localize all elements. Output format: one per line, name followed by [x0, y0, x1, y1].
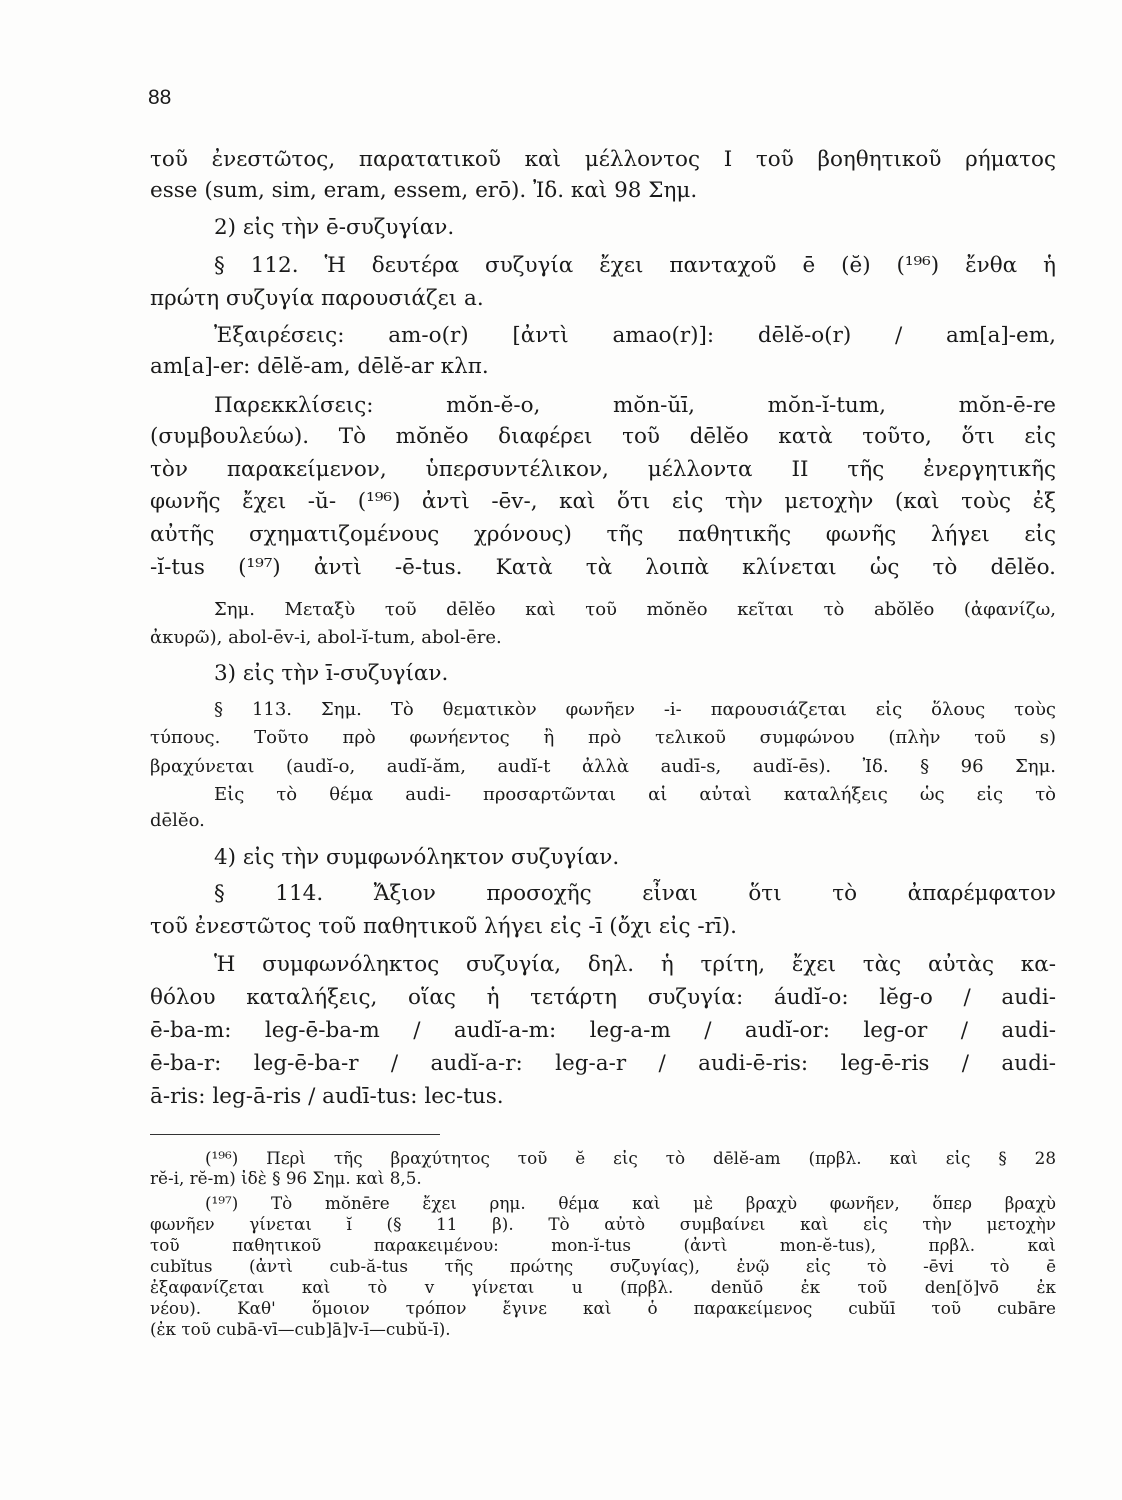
text-line: φωνῆς ἔχει -ŭ- (¹⁹⁶) ἀντὶ -ēv-, καὶ ὅτι εἰς τὴν μετοχὴν (καὶ τοὺς ἐξ	[150, 489, 1056, 514]
footnote-divider	[150, 1134, 440, 1135]
text-line: ē-ba-m: leg-ē-ba-m / audĭ-a-m: leg-a-m / audĭ-or: leg-or / audi-	[150, 1018, 1056, 1043]
footnote-line: cubĭtus (ἀντὶ cub-ă-tus τῆς πρώτης συζυγίας), ἐνῷ εἰς τὸ -ēvi τὸ ē	[150, 1256, 1056, 1276]
text-line: τοῦ ἐνεστῶτος τοῦ παθητικοῦ λήγει εἰς -ī (ὄχι εἰς -rī).	[150, 914, 738, 939]
text-line: ē-ba-r: leg-ē-ba-r / audĭ-a-r: leg-a-r / audi-ē-ris: leg-ē-ris / audi-	[150, 1051, 1056, 1076]
note-line: ἀκυρῶ), abol-ēv-i, abol-ĭ-tum, abol-ēre.	[150, 627, 502, 648]
text-line: ā-ris: leg-ā-ris / audī-tus: lec-tus.	[150, 1084, 504, 1109]
footnote-line: rĕ-i, rĕ-m) ἰδὲ § 96 Σημ. καὶ 8,5.	[150, 1168, 422, 1188]
text-line: am[a]-er: dēlĕ-am, dēlĕ-ar κλπ.	[150, 354, 489, 379]
footnote-line: ἐξαφανίζεται καὶ τὸ v γίνεται u (πρβλ. denŭō ἐκ τοῦ den[ŏ]vō ἐκ	[150, 1277, 1056, 1297]
note-line: Σημ. Μεταξὺ τοῦ dēlĕo καὶ τοῦ mŏnĕo κεῖται τὸ abŏlĕo (ἀφανίζω,	[214, 599, 1056, 620]
note-line: Εἰς τὸ θέμα audi- προσαρτῶνται αἱ αὐταὶ καταλήξεις ὡς εἰς τὸ	[214, 784, 1056, 805]
deviations-line: Παρεκκλίσεις: mŏn-ĕ-o, mŏn-ŭī, mŏn-ĭ-tum, mŏn-ē-re	[214, 393, 1056, 418]
page-number: 88	[148, 86, 172, 109]
section-heading: 2) εἰς τὴν ē-συζυγίαν.	[214, 215, 455, 240]
text-line: -ĭ-tus (¹⁹⁷) ἀντὶ -ē-tus. Κατὰ τὰ λοιπὰ κλίνεται ὡς τὸ dēlĕo.	[150, 555, 1056, 580]
footnote-196: (¹⁹⁶) Περὶ τῆς βραχύτητος τοῦ ĕ εἰς τὸ dēlĕ-am (πρβλ. καὶ εἰς § 28	[205, 1148, 1056, 1168]
note-line: τύπους. Τοῦτο πρὸ φωνήεντος ἢ πρὸ τελικοῦ συμφώνου (πλὴν τοῦ s)	[150, 727, 1056, 748]
note-line: dēlĕo.	[150, 810, 205, 831]
text-line: αὐτῆς σχηματιζομένους χρόνους) τῆς παθητικῆς φωνῆς λήγει εἰς	[150, 522, 1056, 547]
exceptions-line: Ἐξαιρέσεις: am-o(r) [ἀντὶ amao(r)]: dēlĕ-o(r) / am[a]-em,	[214, 323, 1056, 348]
footnote-line: (ἐκ τοῦ cubā-vī—cub]ā]v-ī—cubŭ-ī).	[150, 1319, 451, 1339]
section-114-line: § 114. Ἄξιον προσοχῆς εἶναι ὅτι τὸ ἀπαρέμφατον	[214, 881, 1056, 906]
text-line: πρώτη συζυγία παρουσιάζει a.	[150, 286, 484, 311]
footnote-line: τοῦ παθητικοῦ παρακειμένου: mon-ĭ-tus (ἀντὶ mon-ĕ-tus), πρβλ. καὶ	[150, 1235, 1056, 1255]
section-113-line: § 113. Σημ. Τὸ θεματικὸν φωνῆεν -i- παρουσιάζεται εἰς ὅλους τοὺς	[214, 699, 1056, 720]
footnote-line: φωνῆεν γίνεται ĭ (§ 11 β). Τὸ αὐτὸ συμβαίνει καὶ εἰς τὴν μετοχὴν	[150, 1214, 1056, 1234]
section-heading: 3) εἰς τὴν ī-συζυγίαν.	[214, 661, 449, 686]
text-line: τοῦ ἐνεστῶτος, παρατατικοῦ καὶ μέλλοντος I τοῦ βοηθητικοῦ ρήματος	[150, 147, 1056, 172]
text-line: esse (sum, sim, eram, essem, erō). Ἰδ. καὶ 98 Σημ.	[150, 178, 698, 203]
note-line: βραχύνεται (audĭ-o, audĭ-ăm, audĭ-t ἀλλὰ audī-s, audĭ-ēs). Ἰδ. § 96 Σημ.	[150, 756, 1056, 777]
footnote-line: νέου). Καθ' ὅμοιον τρόπον ἔγινε καὶ ὁ παρακείμενος cubŭī τοῦ cubāre	[150, 1298, 1056, 1318]
text-line: (συμβουλεύω). Τὸ mŏnĕo διαφέρει τοῦ dēlĕo κατὰ τοῦτο, ὅτι εἰς	[150, 424, 1056, 449]
section-heading: 4) εἰς τὴν συμφωνόληκτον συζυγίαν.	[214, 845, 620, 870]
text-line: τὸν παρακείμενον, ὑπερσυντέλικον, μέλλοντα II τῆς ἐνεργητικῆς	[150, 457, 1056, 482]
footnote-197: (¹⁹⁷) Τὸ mŏnēre ἔχει ρημ. θέμα καὶ μὲ βραχὺ φωνῆεν, ὅπερ βραχὺ	[205, 1193, 1056, 1213]
text-line: Ἡ συμφωνόληκτος συζυγία, δηλ. ἡ τρίτη, ἔχει τὰς αὐτὰς κα-	[214, 952, 1056, 977]
section-112-line: § 112. Ἡ δευτέρα συζυγία ἔχει πανταχοῦ ē (ĕ) (¹⁹⁶) ἔνθα ἡ	[214, 253, 1056, 278]
text-line: θόλου καταλήξεις, οἵας ἡ τετάρτη συζυγία: áudĭ-o: lĕg-o / audi-	[150, 985, 1056, 1010]
